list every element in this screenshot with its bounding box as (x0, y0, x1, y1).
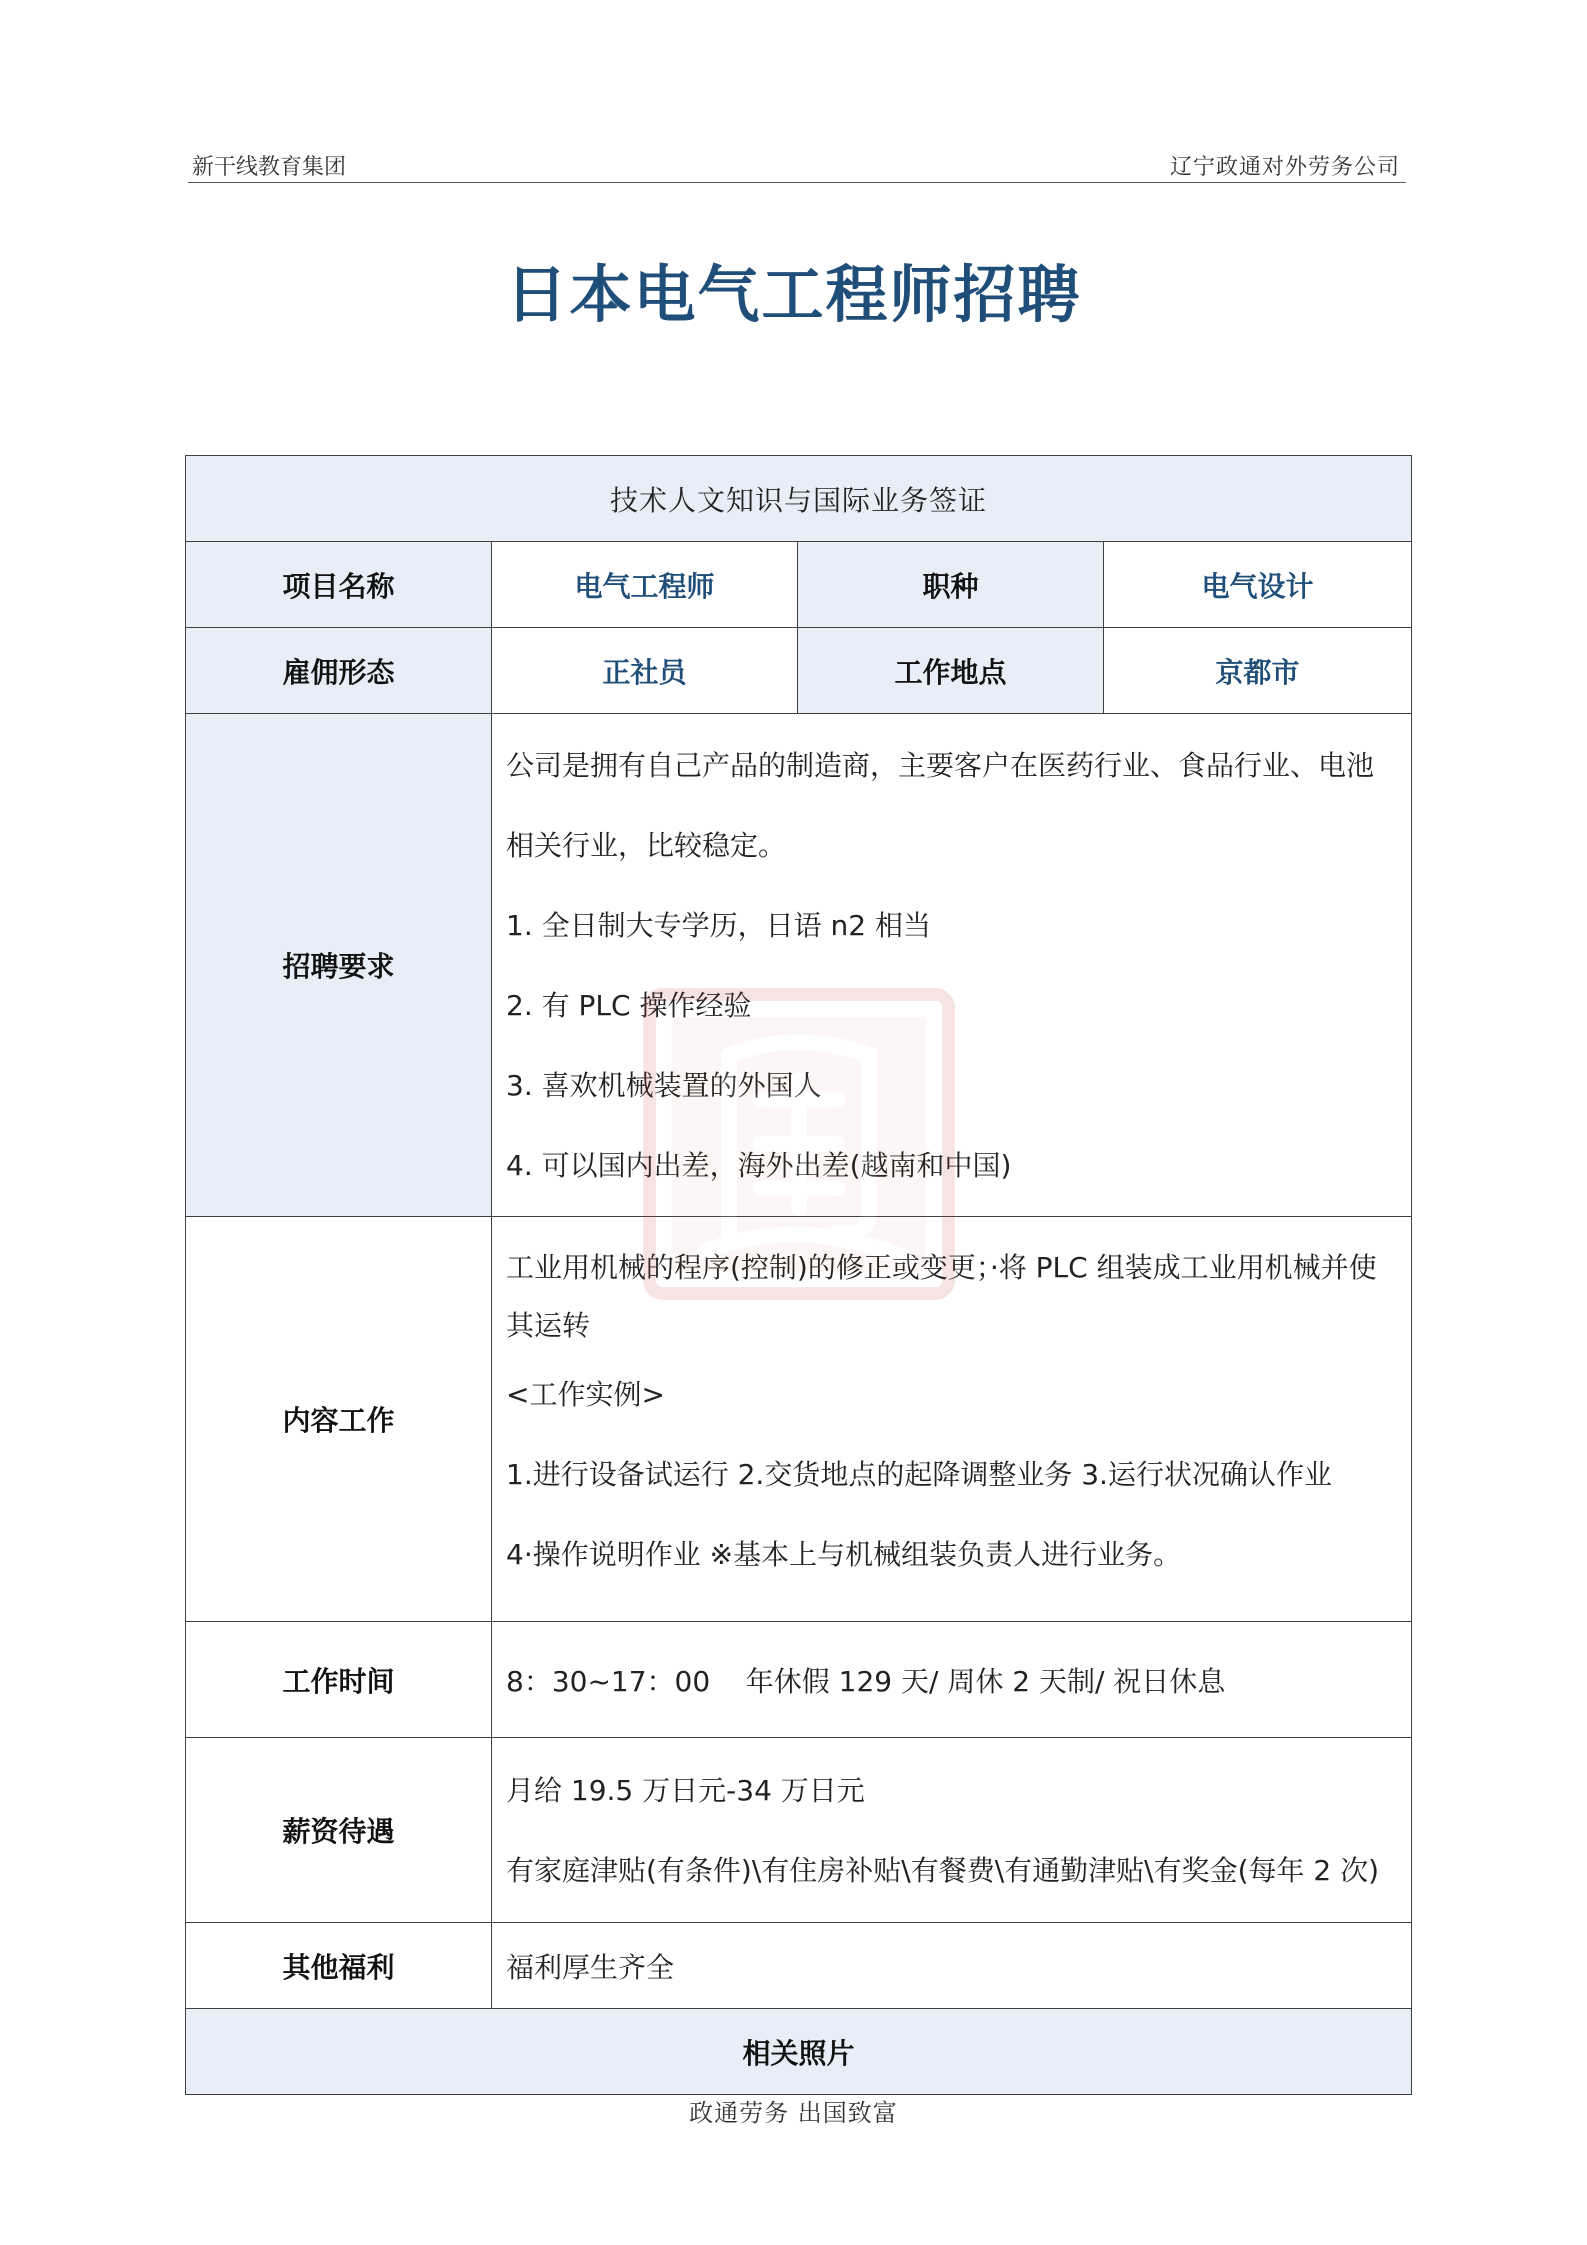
requirements-line: 2. 有 PLC 操作经验 (506, 989, 752, 1022)
employment-row (186, 628, 1412, 714)
requirements-label: 招聘要求 (186, 714, 492, 1217)
work-content-line: <工作实例> (506, 1378, 665, 1411)
salary-line: 月给 19.5 万日元-34 万日元 (506, 1774, 865, 1807)
work-content-label: 内容工作 (186, 1217, 492, 1622)
requirements-line: 3. 喜欢机械装置的外国人 (506, 1069, 822, 1102)
salary-row (186, 1738, 1412, 1923)
page-footer: 政通劳务 出国致富 (689, 2099, 898, 2127)
benefits-value: 福利厚生齐全 (492, 1923, 1412, 2009)
header-left-org: 新干线教育集团 (192, 155, 347, 180)
salary-label: 薪资待遇 (186, 1738, 492, 1923)
job-type-label: 职种 (798, 542, 1104, 628)
page-header (188, 146, 1406, 183)
requirements-line: 公司是拥有自己产品的制造商，主要客户在医药行业、食品行业、电池 (506, 749, 1375, 782)
page-title: 日本电气工程师招聘 (505, 258, 1082, 331)
requirements-line: 4. 可以国内出差，海外出差(越南和中国) (506, 1149, 1012, 1182)
project-name-label: 项目名称 (186, 542, 492, 628)
visa-title: 技术人文知识与国际业务签证 (186, 456, 1412, 542)
location-label: 工作地点 (798, 628, 1104, 714)
work-content-content (492, 1217, 1412, 1622)
project-row (186, 542, 1412, 628)
photos-row (186, 2009, 1412, 2095)
employment-label: 雇佣形态 (186, 628, 492, 714)
requirements-row (186, 714, 1412, 1217)
benefits-row (186, 1923, 1412, 2009)
header-right-org: 辽宁政通对外劳务公司 (1169, 155, 1400, 180)
salary-line: 有家庭津贴(有条件)\有住房补贴\有餐费\有通勤津贴\有奖金(每年 2 次) (506, 1854, 1380, 1887)
benefits-label: 其他福利 (186, 1923, 492, 2009)
photos-label: 相关照片 (186, 2009, 1412, 2095)
work-hours-row (186, 1622, 1412, 1738)
work-content-row (186, 1217, 1412, 1622)
work-content-line: 其运转 (506, 1309, 591, 1342)
salary-content (492, 1738, 1412, 1923)
job-type-value: 电气设计 (1104, 542, 1412, 628)
project-name-value: 电气工程师 (492, 542, 798, 628)
work-content-line: 4·操作说明作业 ※基本上与机械组装负责人进行业务。 (506, 1538, 1182, 1571)
work-content-line: 1.进行设备试运行 2.交货地点的起降调整业务 3.运行状况确认作业 (506, 1458, 1332, 1491)
work-content-line: 工业用机械的程序(控制)的修正或变更；·将 PLC 组装成工业用机械并使 (506, 1251, 1377, 1284)
location-value: 京都市 (1104, 628, 1412, 714)
work-hours-label: 工作时间 (186, 1622, 492, 1738)
requirements-line: 1. 全日制大专学历，日语 n2 相当 (506, 909, 931, 942)
recruitment-table (185, 455, 1412, 2095)
requirements-content (492, 714, 1412, 1217)
requirements-line: 相关行业，比较稳定。 (506, 829, 787, 862)
employment-value: 正社员 (492, 628, 798, 714)
visa-row (186, 456, 1412, 542)
work-hours-value: 8：30~17：00 年休假 129 天/ 周休 2 天制/ 祝日休息 (492, 1622, 1412, 1738)
